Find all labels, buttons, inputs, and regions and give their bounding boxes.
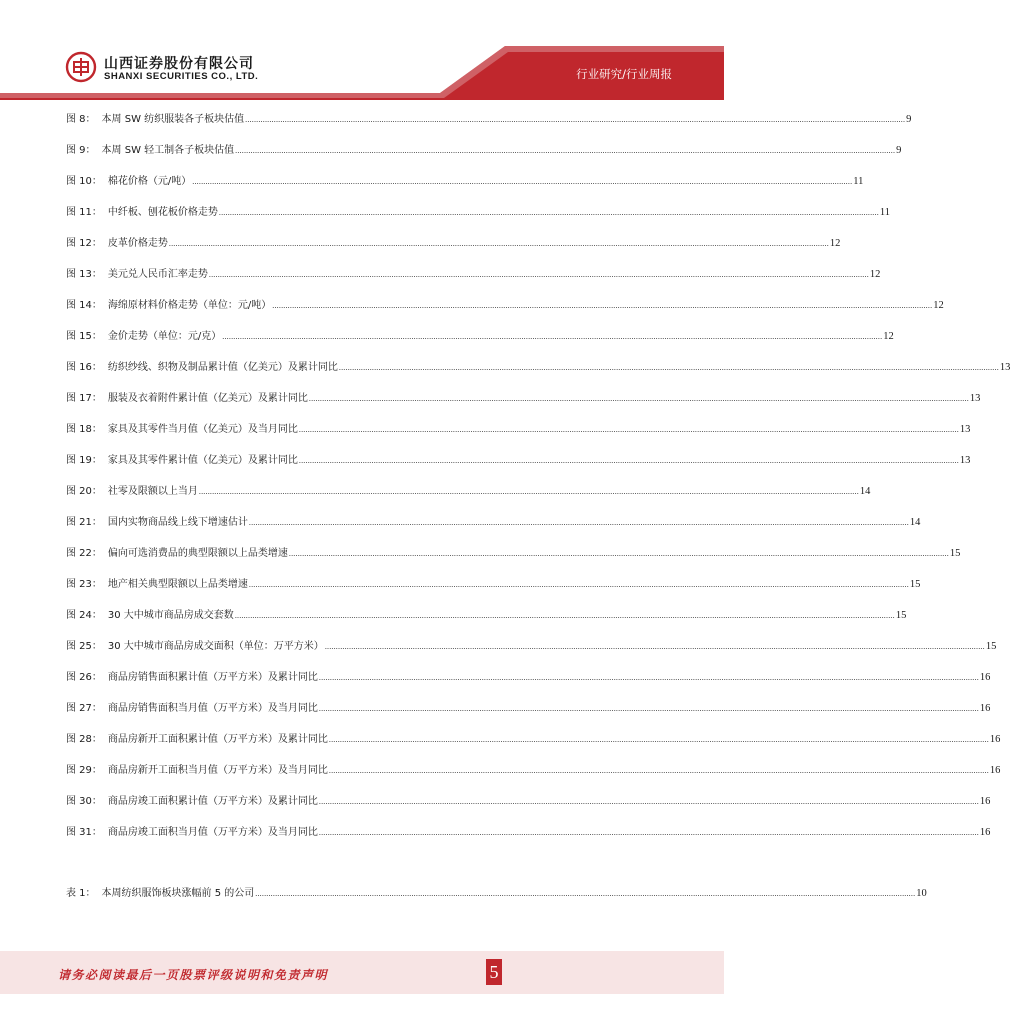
entry-title: 商品房竣工面积累计值（万平方米）及累计同比	[107, 796, 318, 807]
entry-number: 图 28：	[66, 734, 102, 745]
entry-page-number: 12	[883, 331, 894, 342]
entry-page-number: 16	[979, 827, 991, 838]
entry-page-number: 15	[985, 641, 997, 652]
entry-number: 图 20：	[66, 486, 102, 497]
dot-leader: ............................................................................................................................................................................................................................................................................................................	[298, 425, 959, 434]
toc-gap	[66, 857, 658, 887]
entry-number: 图 17：	[66, 393, 102, 404]
figure-entry[interactable]	[66, 795, 991, 826]
entry-page-number: 11	[879, 207, 891, 218]
figure-entry[interactable]	[66, 454, 971, 485]
page-number: 5	[486, 959, 502, 985]
dot-leader: ............................................................................................................................................................................................................................................................................................................	[234, 611, 895, 620]
figure-entry[interactable]	[66, 330, 894, 361]
entry-page-number: 14	[909, 517, 921, 528]
entry-page-number: 13	[969, 393, 981, 404]
company-logo-icon	[66, 52, 96, 82]
entry-number: 图 23：	[66, 579, 102, 590]
entry-page-number: 9	[896, 145, 902, 156]
dot-leader: ............................................................................................................................................................................................................................................................................................................	[248, 580, 909, 589]
entry-title: 国内实物商品线上线下增速估计	[107, 517, 248, 528]
entry-number: 图 24：	[66, 610, 102, 621]
entry-title: 本周 SW 纺织服装各子板块估值	[101, 114, 245, 125]
entry-title: 棉花价格（元/吨）	[107, 176, 192, 187]
entry-number: 图 16：	[66, 362, 102, 373]
entry-title: 中纤板、刨花板价格走势	[107, 207, 218, 218]
figure-entry[interactable]	[66, 144, 902, 175]
entry-title: 商品房销售面积累计值（万平方米）及累计同比	[107, 672, 318, 683]
entry-title: 商品房竣工面积当月值（万平方米）及当月同比	[107, 827, 318, 838]
entry-number: 图 27：	[66, 703, 102, 714]
figure-entry[interactable]	[66, 423, 971, 454]
entry-title: 30 大中城市商品房成交套数	[107, 610, 234, 621]
entry-title: 美元兑人民币汇率走势	[107, 269, 208, 280]
entry-title: 家具及其零件当月值（亿美元）及当月同比	[107, 424, 298, 435]
figure-entry[interactable]	[66, 516, 921, 547]
dot-leader: ............................................................................................................................................................................................................................................................................................................	[318, 704, 979, 713]
figure-entry[interactable]	[66, 237, 841, 268]
entry-number: 图 26：	[66, 672, 102, 683]
figure-entry[interactable]	[66, 609, 907, 640]
entry-title: 家具及其零件累计值（亿美元）及累计同比	[107, 455, 298, 466]
company-name-en: SHANXI SECURITIES CO., LTD.	[104, 71, 259, 82]
entry-page-number: 12	[869, 269, 881, 280]
entry-number: 图 29：	[66, 765, 102, 776]
entry-page-number: 11	[853, 176, 864, 187]
figure-entry[interactable]	[66, 733, 1001, 764]
dot-leader: ............................................................................................................................................................................................................................................................................................................	[168, 239, 829, 248]
table-of-contents	[66, 113, 1010, 918]
dot-leader: ............................................................................................................................................................................................................................................................................................................	[192, 177, 853, 186]
figure-list	[66, 113, 1010, 857]
figure-entry[interactable]	[66, 361, 1010, 392]
dot-leader: ............................................................................................................................................................................................................................................................................................................	[218, 208, 879, 217]
dot-leader: ............................................................................................................................................................................................................................................................................................................	[235, 146, 896, 155]
dot-leader: ............................................................................................................................................................................................................................................................................................................	[308, 394, 969, 403]
figure-entry[interactable]	[66, 826, 991, 857]
dot-leader: ............................................................................................................................................................................................................................................................................................................	[245, 115, 906, 124]
entry-page-number: 15	[909, 579, 921, 590]
entry-title: 服装及衣着附件累计值（亿美元）及累计同比	[107, 393, 308, 404]
entry-number: 图 11：	[66, 207, 102, 218]
entry-title: 偏向可选消费品的典型限额以上品类增速	[107, 548, 288, 559]
header-banner	[0, 0, 724, 100]
entry-page-number: 16	[979, 703, 991, 714]
dot-leader: ............................................................................................................................................................................................................................................................................................................	[318, 828, 979, 837]
dot-leader: ............................................................................................................................................................................................................................................................................................................	[222, 332, 883, 341]
entry-page-number: 13	[959, 424, 971, 435]
figure-entry[interactable]	[66, 702, 991, 733]
figure-entry[interactable]	[66, 299, 944, 330]
dot-leader: ............................................................................................................................................................................................................................................................................................................	[208, 270, 869, 279]
entry-title: 地产相关典型限额以上品类增速	[107, 579, 248, 590]
entry-title: 商品房新开工面积累计值（万平方米）及累计同比	[107, 734, 328, 745]
entry-title: 社零及限额以上当月	[107, 486, 198, 497]
entry-title: 纺织纱线、织物及制品累计值（亿美元）及累计同比	[107, 362, 338, 373]
entry-page-number: 16	[989, 765, 1001, 776]
figure-entry[interactable]	[66, 547, 961, 578]
dot-leader: ............................................................................................................................................................................................................................................................................................................	[324, 642, 985, 651]
entry-page-number: 12	[933, 300, 944, 311]
entry-number: 图 19：	[66, 455, 102, 466]
entry-number: 表 1：	[66, 888, 96, 899]
entry-number: 图 8：	[66, 114, 96, 125]
entry-page-number: 15	[949, 548, 961, 559]
figure-entry[interactable]	[66, 578, 921, 609]
dot-leader: ............................................................................................................................................................................................................................................................................................................	[255, 889, 916, 898]
figure-entry[interactable]	[66, 764, 1001, 795]
entry-title: 金价走势（单位：元/克）	[107, 331, 222, 342]
entry-page-number: 16	[979, 672, 991, 683]
figure-entry[interactable]	[66, 206, 891, 237]
report-type-label: 行业研究/行业周报	[576, 67, 672, 81]
entry-page-number: 9	[906, 114, 912, 125]
dot-leader: ............................................................................................................................................................................................................................................................................................................	[248, 518, 909, 527]
entry-title: 本周 SW 轻工制各子板块估值	[101, 145, 235, 156]
dot-leader: ............................................................................................................................................................................................................................................................................................................	[272, 301, 933, 310]
entry-title: 海绵原材料价格走势（单位：元/吨）	[107, 300, 272, 311]
page-footer	[0, 951, 724, 994]
figure-entry[interactable]	[66, 392, 981, 423]
entry-page-number: 13	[959, 455, 971, 466]
entry-number: 图 31：	[66, 827, 102, 838]
company-name-cn: 山西证券股份有限公司	[104, 56, 254, 72]
page-header	[0, 0, 724, 100]
entry-page-number: 14	[859, 486, 871, 497]
entry-page-number: 13	[999, 362, 1010, 373]
dot-leader: ............................................................................................................................................................................................................................................................................................................	[328, 735, 989, 744]
dot-leader: ............................................................................................................................................................................................................................................................................................................	[338, 363, 999, 372]
figure-entry[interactable]	[66, 113, 912, 144]
entry-number: 图 14：	[66, 300, 102, 311]
dot-leader: ............................................................................................................................................................................................................................................................................................................	[298, 456, 959, 465]
entry-number: 图 15：	[66, 331, 102, 342]
entry-page-number: 10	[916, 888, 927, 899]
entry-number: 图 30：	[66, 796, 102, 807]
disclaimer-notice: 请务必阅读最后一页股票评级说明和免责声明	[58, 968, 329, 982]
entry-number: 图 12：	[66, 238, 102, 249]
table-entry[interactable]	[66, 887, 927, 918]
entry-title: 本周纺织服饰板块涨幅前 5 的公司	[101, 888, 255, 899]
entry-number: 图 18：	[66, 424, 102, 435]
entry-page-number: 16	[979, 796, 991, 807]
entry-title: 商品房销售面积当月值（万平方米）及当月同比	[107, 703, 318, 714]
entry-number: 图 9：	[66, 145, 96, 156]
entry-title: 商品房新开工面积当月值（万平方米）及当月同比	[107, 765, 328, 776]
entry-number: 图 22：	[66, 548, 102, 559]
figure-entry[interactable]	[66, 175, 864, 206]
dot-leader: ............................................................................................................................................................................................................................................................................................................	[198, 487, 859, 496]
figure-entry[interactable]	[66, 485, 871, 516]
entry-title: 30 大中城市商品房成交面积（单位：万平方米）	[107, 641, 324, 652]
dot-leader: ............................................................................................................................................................................................................................................................................................................	[288, 549, 949, 558]
entry-page-number: 16	[989, 734, 1001, 745]
dot-leader: ............................................................................................................................................................................................................................................................................................................	[318, 673, 979, 682]
entry-number: 图 13：	[66, 269, 102, 280]
entry-page-number: 12	[829, 238, 841, 249]
entry-number: 图 21：	[66, 517, 102, 528]
figure-entry[interactable]	[66, 268, 881, 299]
figure-entry[interactable]	[66, 671, 991, 702]
dot-leader: ............................................................................................................................................................................................................................................................................................................	[318, 797, 979, 806]
entry-title: 皮革价格走势	[107, 238, 168, 249]
table-list	[66, 887, 927, 918]
figure-entry[interactable]	[66, 640, 997, 671]
entry-number: 图 25：	[66, 641, 102, 652]
entry-page-number: 15	[895, 610, 907, 621]
entry-number: 图 10：	[66, 176, 102, 187]
dot-leader: ............................................................................................................................................................................................................................................................................................................	[328, 766, 989, 775]
